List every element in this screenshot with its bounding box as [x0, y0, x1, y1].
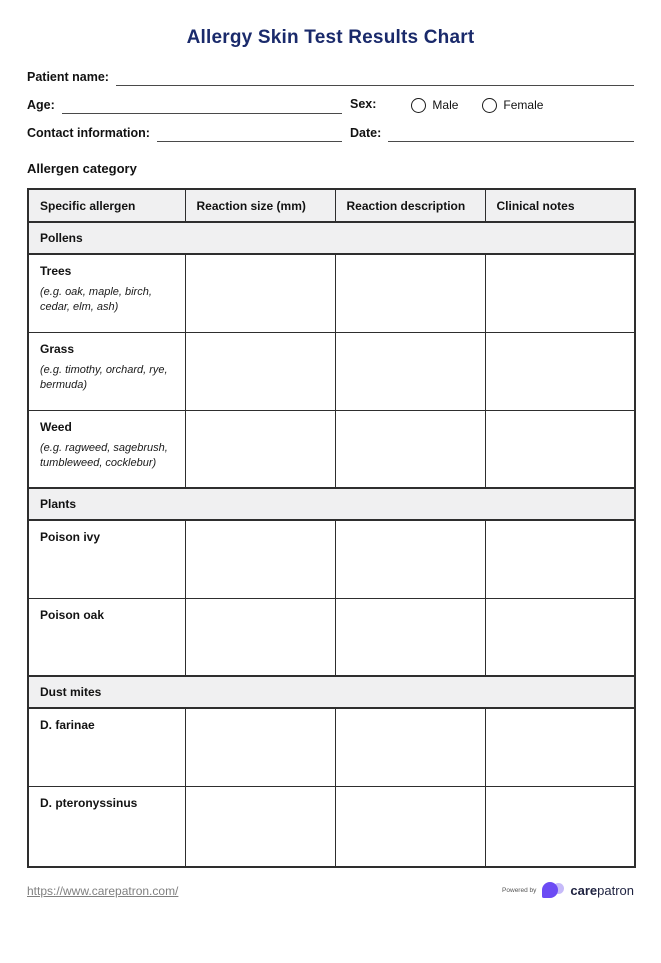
age-field	[27, 96, 342, 114]
logo-bubble-dark	[542, 882, 558, 898]
brand-care: care	[570, 883, 598, 898]
table-row-poison-oak	[28, 598, 635, 676]
header-specific-allergen: Specific allergen	[28, 189, 185, 222]
allergen-cell-trees	[28, 254, 185, 332]
table-section-row-plants	[28, 488, 635, 520]
cell-clinical-notes-poison-ivy[interactable]	[485, 520, 635, 598]
cell-clinical-notes-grass[interactable]	[485, 332, 635, 410]
date-label: Date:	[350, 126, 382, 140]
cell-reaction-description-weed[interactable]	[335, 410, 485, 488]
page-title: Allergy Skin Test Results Chart	[186, 27, 475, 48]
patient-info-form	[27, 65, 634, 142]
patient-name-label: Patient name:	[27, 70, 109, 84]
header-reaction-description: Reaction description	[335, 189, 485, 222]
powered-by-block	[502, 882, 634, 899]
cell-reaction-size-d-farinae[interactable]	[185, 708, 335, 786]
patient-name-row	[27, 65, 634, 86]
allergen-name: Poison oak	[40, 607, 105, 622]
allergen-examples: (e.g. timothy, orchard, rye, bermuda)	[40, 363, 168, 391]
age-sex-row	[27, 93, 634, 114]
sex-label: Sex:	[350, 97, 377, 111]
sex-field	[350, 97, 634, 114]
allergen-category-heading: Allergen category	[27, 161, 137, 176]
cell-clinical-notes-poison-oak[interactable]	[485, 598, 635, 676]
allergen-name: Grass	[40, 341, 75, 356]
table-row-weed	[28, 410, 635, 488]
date-field	[350, 124, 634, 142]
table-section-row-dust-mites	[28, 676, 635, 708]
radio-male-icon[interactable]	[411, 98, 426, 113]
cell-clinical-notes-d-pteronyssinus[interactable]	[485, 786, 635, 867]
patient-name-input-line[interactable]	[116, 68, 634, 86]
section-label-plants: Plants	[28, 488, 635, 520]
cell-reaction-description-d-farinae[interactable]	[335, 708, 485, 786]
contact-field	[27, 124, 342, 142]
table-section-row-pollens	[28, 222, 635, 254]
table-row-trees	[28, 254, 635, 332]
cell-reaction-size-grass[interactable]	[185, 332, 335, 410]
allergen-name: Weed	[40, 419, 72, 434]
cell-reaction-size-weed[interactable]	[185, 410, 335, 488]
table-row-grass	[28, 332, 635, 410]
header-reaction-size: Reaction size (mm)	[185, 189, 335, 222]
cell-clinical-notes-d-farinae[interactable]	[485, 708, 635, 786]
allergen-name: D. pteronyssinus	[40, 795, 138, 810]
date-input-line[interactable]	[388, 124, 634, 142]
sex-option-male[interactable]	[411, 98, 458, 113]
cell-reaction-description-grass[interactable]	[335, 332, 485, 410]
allergen-examples: (e.g. oak, maple, birch, cedar, elm, ash)	[40, 286, 152, 314]
allergen-cell-poison-oak	[28, 598, 185, 676]
brand-patron: patron	[597, 883, 634, 898]
document-page	[0, 27, 661, 899]
powered-by-label: Powered by	[502, 887, 537, 894]
table-row-poison-ivy	[28, 520, 635, 598]
allergen-name: Poison ivy	[40, 530, 101, 544]
sex-option-female[interactable]	[482, 98, 543, 113]
allergen-cell-poison-ivy	[28, 520, 185, 598]
cell-reaction-size-poison-ivy[interactable]	[185, 520, 335, 598]
section-label-dust-mites: Dust mites	[28, 676, 635, 708]
cell-reaction-description-d-pteronyssinus[interactable]	[335, 786, 485, 867]
footer	[27, 882, 634, 899]
sex-block	[350, 97, 543, 114]
age-label: Age:	[27, 98, 55, 112]
contact-label: Contact information:	[27, 126, 150, 140]
carepatron-wordmark	[570, 883, 634, 898]
contact-date-row	[27, 121, 634, 142]
sex-option-male-label: Male	[432, 98, 459, 112]
radio-female-icon[interactable]	[482, 98, 497, 113]
cell-reaction-size-trees[interactable]	[185, 254, 335, 332]
allergen-name: Trees	[40, 264, 72, 278]
allergen-cell-d-farinae	[28, 708, 185, 786]
carepatron-logo-icon	[542, 882, 566, 899]
allergen-cell-d-pteronyssinus	[28, 786, 185, 867]
table-row-d-farinae	[28, 708, 635, 786]
cell-reaction-size-poison-oak[interactable]	[185, 598, 335, 676]
cell-clinical-notes-trees[interactable]	[485, 254, 635, 332]
sex-option-female-label: Female	[503, 98, 544, 112]
cell-reaction-description-poison-ivy[interactable]	[335, 520, 485, 598]
section-label-pollens: Pollens	[28, 222, 635, 254]
allergen-examples: (e.g. ragweed, sagebrush, tumbleweed, cocklebur)	[40, 441, 168, 469]
cell-clinical-notes-weed[interactable]	[485, 410, 635, 488]
cell-reaction-size-d-pteronyssinus[interactable]	[185, 786, 335, 867]
allergen-name: D. farinae	[40, 718, 95, 732]
cell-reaction-description-poison-oak[interactable]	[335, 598, 485, 676]
allergen-cell-weed	[28, 410, 185, 488]
cell-reaction-description-trees[interactable]	[335, 254, 485, 332]
allergy-results-table	[27, 188, 636, 868]
allergen-cell-grass	[28, 332, 185, 410]
carepatron-link[interactable]: https://www.carepatron.com/	[27, 883, 179, 898]
contact-input-line[interactable]	[157, 124, 342, 142]
table-row-d-pteronyssinus	[28, 786, 635, 867]
header-clinical-notes: Clinical notes	[485, 189, 635, 222]
table-header-row	[28, 189, 635, 222]
age-input-line[interactable]	[62, 96, 342, 114]
